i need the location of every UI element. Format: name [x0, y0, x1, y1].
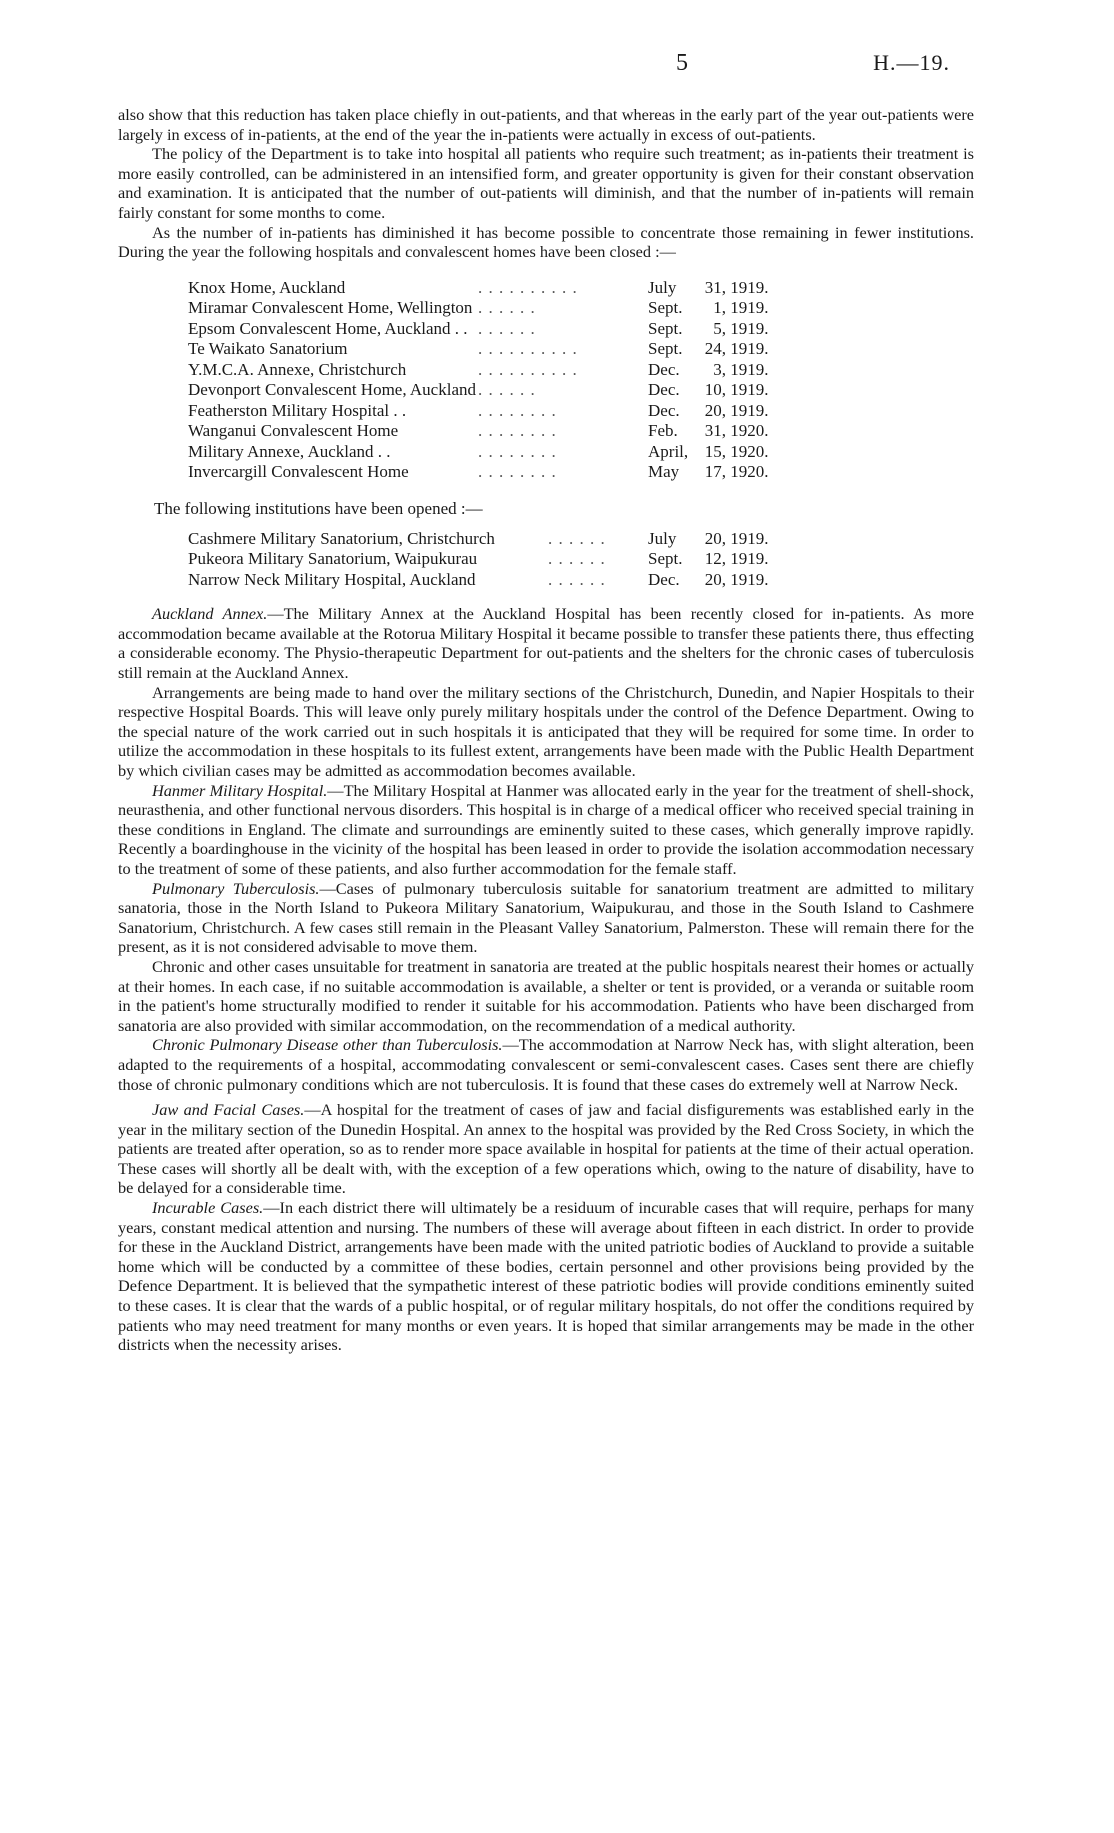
list-item [188, 570, 769, 591]
dot-leader: . . . . . . . . [478, 441, 557, 461]
page-header [118, 0, 974, 105]
date-year: 1919. [730, 359, 769, 379]
date-month: Sept. [648, 318, 683, 338]
date-day: 3, [713, 359, 726, 379]
paragraph-closures-intro: As the number of in-patients has diminished it has become possible to concentrate those remaining in fewer institutions. During the year the following hospitals and convalescent homes have been closed :— [118, 222, 974, 262]
date-month: Dec. [648, 400, 680, 420]
list-item [188, 401, 769, 422]
list-item [188, 421, 769, 442]
list-item [188, 298, 769, 319]
list-item [188, 462, 769, 483]
dot-leader: . . . . . . [548, 528, 606, 548]
date-month: May [648, 462, 680, 482]
dot-leader: . . . . . . . . [478, 421, 557, 441]
date-day: 31, [704, 421, 726, 441]
list-item [188, 442, 769, 463]
institution-name: Wanganui Convalescent Home [188, 421, 399, 441]
institution-name: Knox Home, Auckland [188, 277, 346, 297]
list-item [188, 319, 769, 340]
date-month: Feb. [648, 421, 678, 441]
date-year: 1920. [730, 462, 769, 482]
date-day: 12, [704, 549, 726, 569]
date-day: 10, [704, 380, 726, 400]
institution-name: Military Annexe, Auckland . . [188, 441, 391, 461]
section-chronic-cases [118, 957, 974, 1035]
date-day: 20, [704, 569, 726, 589]
date-year: 1919. [730, 277, 769, 297]
date-day: 17, [704, 462, 726, 482]
section-text: —The Military Annex at the Auckland Hospital has been recently closed for in-patients. As more accommodation became available at the Rotorua Military Hospital it became possible to transfer these patients there, thus effecting a considerable economy. The Physio-therapeutic Department for out-patients and the shelters for the chronic cases of tuberculosis still remain at the Auckland Annex. [118, 604, 974, 683]
dot-leader: . . . . . . . . . . [478, 277, 578, 297]
date-year: 1920. [730, 421, 769, 441]
dot-leader: . . . . . . . . . . [478, 339, 578, 359]
institution-name: Devonport Convalescent Home, Auckland [188, 380, 476, 400]
section-jaw-facial [118, 1100, 974, 1198]
date-year: 1919. [730, 400, 769, 420]
institution-name: Y.M.C.A. Annexe, Christchurch [188, 359, 407, 379]
date-month: July [648, 277, 677, 297]
date-month: April, [648, 441, 689, 461]
date-day: 5, [713, 318, 726, 338]
dot-leader: . . . . . . . . [478, 400, 557, 420]
section-heading: Jaw and Facial Cases. [152, 1100, 305, 1120]
date-month: Dec. [648, 569, 680, 589]
section-pulmonary-tuberculosis [118, 879, 974, 957]
page-number: 5 [676, 50, 688, 76]
section-heading: Chronic Pulmonary Disease other than Tuberculosis. [152, 1035, 503, 1055]
date-year: 1919. [730, 339, 769, 359]
institution-name: Cashmere Military Sanatorium, Christchurch [188, 528, 495, 548]
institution-name: Pukeora Military Sanatorium, Waipukurau [188, 549, 478, 569]
date-month: Sept. [648, 339, 683, 359]
date-month: Dec. [648, 359, 680, 379]
section-auckland-annex [118, 604, 974, 682]
date-month: Sept. [648, 298, 683, 318]
date-day: 24, [704, 339, 726, 359]
institution-name: Epsom Convalescent Home, Auckland . . [188, 318, 468, 338]
opened-institutions-list [188, 529, 769, 591]
date-month: July [648, 528, 677, 548]
closed-institutions-list [188, 278, 769, 483]
list-item [188, 380, 769, 401]
dot-leader: . . . . . . [478, 298, 536, 318]
section-text: —The accommodation at Narrow Neck has, with slight alteration, been adapted to the requirements of a hospital, accommodating convalescent or semi-convalescent cases. Cases sent there are chiefly those of chronic pulmonary conditions which are not tuberculosis. It is found that these cases do extremely well at Narrow Neck. [118, 1035, 974, 1094]
section-military-sections [118, 683, 974, 781]
institution-name: Narrow Neck Military Hospital, Auckland [188, 569, 476, 589]
date-month: Dec. [648, 380, 680, 400]
institution-name: Miramar Convalescent Home, Wellington [188, 298, 473, 318]
date-year: 1920. [730, 441, 769, 461]
section-heading: Pulmonary Tuberculosis. [152, 878, 320, 898]
section-heading: Hanmer Military Hospital. [152, 780, 328, 800]
section-heading: Auckland Annex. [152, 604, 268, 624]
date-year: 1919. [730, 318, 769, 338]
opened-intro: The following institutions have been opened :— [154, 498, 483, 518]
date-year: 1919. [730, 549, 769, 569]
dot-leader: . . . . . . [548, 549, 606, 569]
section-text: —A hospital for the treatment of cases of jaw and facial disfigurements was established early in the year in the military section of the Dunedin Hospital. An annex to the hospital was provided by the Red Cross Society, in which the patients are treated after operation, so as to render more space available in hospital for patients at the time of their actual operation. These cases will shortly all be dealt with, with the exception of a few operations which, owing to the nature of disability, have to be delayed for a considerable time. [118, 1100, 974, 1198]
date-year: 1919. [730, 569, 769, 589]
paragraph-reduction: also show that this reduction has taken place chiefly in out-patients, and that whereas in the early part of the year out-patients were largely in excess of in-patients, at the end of the year the in-patients were actually in excess of out-patients. [118, 105, 974, 144]
date-day: 31, [704, 277, 726, 297]
institution-name: Te Waikato Sanatorium [188, 339, 348, 359]
dot-leader: . . . . . . . . . . [478, 359, 578, 379]
section-text: Chronic and other cases unsuitable for treatment in sanatoria are treated at the public hospitals nearest their homes or actually at their homes. In each case, if no suitable accommodation is available, a shelter or tent is provided, or a veranda or suitable room in the patient's home structurally modified to render it suitable for his accommodation. Patients who have been discharged from sanatoria are also provided with similar accommodation, on the recommendation of a medical authority. [118, 956, 974, 1035]
date-day: 20, [704, 400, 726, 420]
date-day: 15, [704, 441, 726, 461]
date-day: 1, [713, 298, 726, 318]
dot-leader: . . . . . . [478, 318, 536, 338]
dot-leader: . . . . . . . . [478, 462, 557, 482]
date-day: 20, [704, 528, 726, 548]
document-reference: H.—19. [873, 50, 950, 75]
date-year: 1919. [730, 528, 769, 548]
institution-name: Featherston Military Hospital . . [188, 400, 407, 420]
section-incurable-cases [118, 1198, 974, 1355]
section-text: —The Military Hospital at Hanmer was allocated early in the year for the treatment of shell-shock, neurasthenia, and other functional nervous disorders. This hospital is in charge of a medical officer who received special training in these conditions in England. The climate and surroundings are eminently suited to these cases, which generally improve rapidly. Recently a boardinghouse in the vicinity of the hospital has been leased in order to provide the isolation accommodation necessary to the treatment of some of these patients, and also further accommodation for the female staff. [118, 780, 975, 878]
section-text: —Cases of pulmonary tuberculosis suitable for sanatorium treatment are admitted to military sanatoria, those in the North Island to Pukeora Military Sanatorium, Waipukurau, and those in the South Island to Cashmere Sanatorium, Christchurch. A few cases still remain in the Pleasant Valley Sanatorium, Palmerston. These will remain there for the present, as it is not considered advisable to move them. [118, 878, 974, 957]
dot-leader: . . . . . . [478, 380, 536, 400]
list-item [188, 529, 769, 550]
date-month: Sept. [648, 549, 683, 569]
dot-leader: . . . . . . [548, 569, 606, 589]
section-text: —In each district there will ultimately be a residuum of incurable cases that will require, perhaps for many years, constant medical attention and nursing. The numbers of these will average about fifteen in each district. In order to provide for these in the Auckland District, arrangements have been made with the united patriotic bodies of Auckland to provide a suitable home which will be conducted by a committee of these bodies, certain personnel and other provisions being provided by the Defence Department. It is believed that the sympathetic interest of these patriotic bodies will provide conditions eminently suited to these cases. It is clear that the wards of a public hospital, or of regular military hospitals, do not offer the conditions required by patients who may need treatment for many months or even years. It is hoped that similar arrangements may be made in the other districts when the necessity arises. [118, 1198, 974, 1355]
section-heading: Incurable Cases. [152, 1198, 264, 1218]
list-item [188, 278, 769, 299]
section-hanmer-hospital [118, 781, 974, 879]
date-year: 1919. [730, 298, 769, 318]
list-item [188, 549, 769, 570]
list-item [188, 360, 769, 381]
institution-name: Invercargill Convalescent Home [188, 462, 409, 482]
section-text: Arrangements are being made to hand over the military sections of the Christchurch, Dunedin, and Napier Hospitals to their respective Hospital Boards. This will leave only purely military hospitals under the control of the Defence Department. Owing to the special nature of the work carried out in such hospitals it is anticipated that they will be required for some time. In order to utilize the accommodation in these hospitals to its fullest extent, arrangements have been made with the Public Health Department by which civilian cases may be admitted as accommodation becomes available. [118, 682, 974, 780]
list-item [188, 339, 769, 360]
section-chronic-pulmonary [118, 1035, 974, 1094]
date-year: 1919. [730, 380, 769, 400]
paragraph-policy: The policy of the Department is to take into hospital all patients who require such treatment; as in-patients their treatment is more easily controlled, can be administered in an intensified form, and greater opportunity is given for their constant observation and examination. It is anticipated that the number of out-patients will diminish, and that the number of in-patients will remain fairly constant for some months to come. [118, 144, 974, 222]
